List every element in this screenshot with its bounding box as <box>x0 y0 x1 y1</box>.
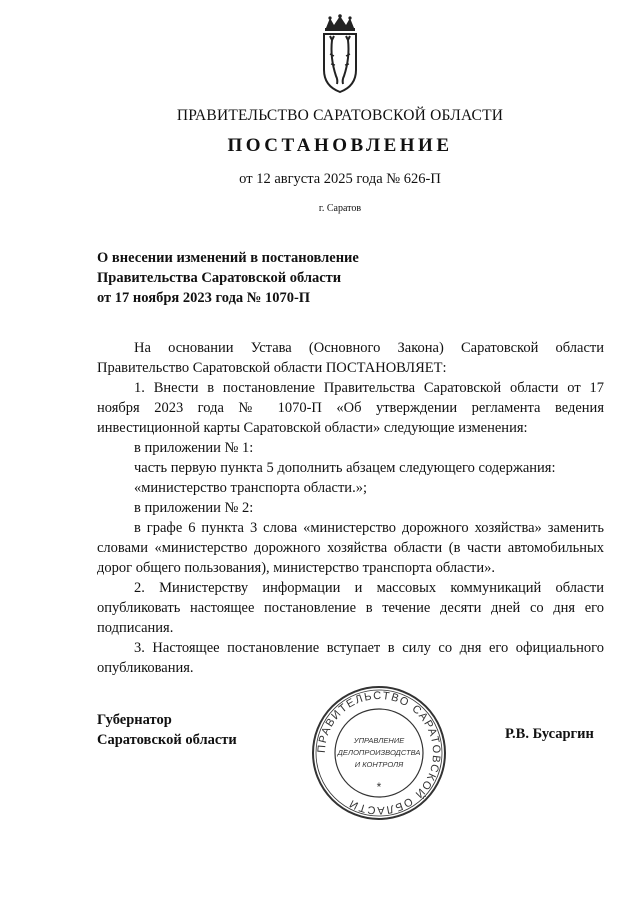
stamp-inner-line: И КОНТРОЛЯ <box>354 760 404 769</box>
stamp-inner-line: ДЕЛОПРОИЗВОДСТВА <box>337 748 421 757</box>
stamp-star: * <box>376 780 382 794</box>
document-date-number: от 12 августа 2025 года № 626-П <box>239 171 441 187</box>
body-paragraph: 1. Внести в постановление Правительства Саратовской области от 17 ноября 2023 года № 1070-П «Об утверждении регламента ведения инвестиционной карты Саратовской области» следующие изменения: <box>97 380 604 436</box>
body-paragraph: в приложении № 2: <box>134 500 254 516</box>
document-city: г. Саратов <box>318 203 362 214</box>
body-paragraph: в графе 6 пункта 3 слова «министерство дорожного хозяйства» заменить словами «министерство дорожного хозяйства области (в части автомобильных дорог общего пользования), министерство транспорта области». <box>97 520 604 576</box>
signatory-position-line: Саратовской области <box>97 732 237 748</box>
body-paragraph: 2. Министерству информации и массовых коммуникаций области опубликовать настоящее постановление в течение десяти дней со дня его подписания. <box>97 580 604 636</box>
saratov-coat-of-arms-icon <box>318 14 362 94</box>
body-paragraph: часть первую пункта 5 дополнить абзацем следующего содержания: <box>134 460 556 476</box>
body-paragraph: «министерство транспорта области.»; <box>134 480 367 496</box>
stamp-inner-line: УПРАВЛЕНИЕ <box>353 736 405 745</box>
organization-title: ПРАВИТЕЛЬСТВО САРАТОВСКОЙ ОБЛАСТИ <box>176 107 504 124</box>
body-paragraph: в приложении № 1: <box>134 440 254 456</box>
official-stamp <box>309 683 449 823</box>
signatory-position <box>97 710 237 750</box>
stamp-outer-text: ПРАВИТЕЛЬСТВО САРАТОВСКОЙ ОБЛАСТИ <box>315 689 443 817</box>
signatory-name: Р.В. Бусаргин <box>505 726 594 742</box>
body-paragraph: 3. Настоящее постановление вступает в силу со дня его официального опубликования. <box>97 640 604 676</box>
document-type: ПОСТАНОВЛЕНИЕ <box>227 135 453 156</box>
body-paragraph: На основании Устава (Основного Закона) Саратовской области Правительство Саратовской области ПОСТАНОВЛЯЕТ: <box>97 340 604 376</box>
document-body <box>97 338 604 678</box>
signatory-position-line: Губернатор <box>97 712 172 728</box>
document-subject <box>97 248 457 308</box>
subject-line: О внесении изменений в постановление <box>97 250 359 266</box>
subject-line: Правительства Саратовской области <box>97 270 342 286</box>
subject-line: от 17 ноября 2023 года № 1070-П <box>97 290 311 306</box>
